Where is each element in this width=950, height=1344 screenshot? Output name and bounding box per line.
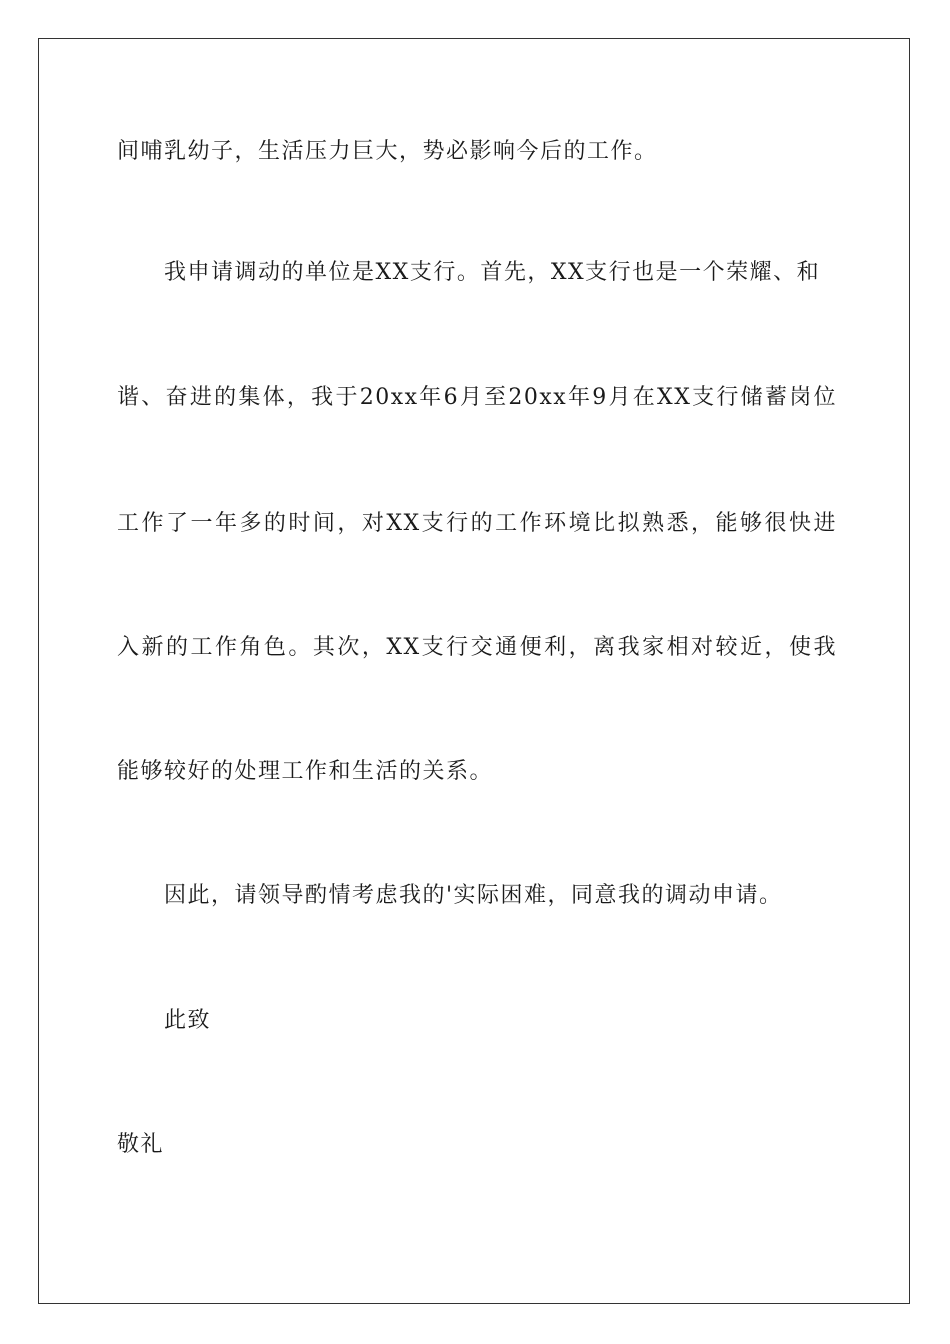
paragraph-line-4: 工作了一年多的时间，对XX支行的工作环境比拟熟悉，能够很快进: [117, 511, 837, 536]
paragraph-line-2: 我申请调动的单位是XX支行。首先，XX支行也是一个荣耀、和: [164, 260, 821, 285]
paragraph-line-1: 间哺乳幼子，生活压力巨大，势必影响今后的工作。: [117, 139, 658, 164]
closing-request-line: 因此，请领导酌情考虑我的'实际困难，同意我的调动申请。: [164, 883, 783, 908]
salutation-cizhi: 此致: [164, 1008, 212, 1033]
salutation-jingli: 敬礼: [117, 1132, 165, 1157]
paragraph-line-6: 能够较好的处理工作和生活的关系。: [117, 759, 494, 784]
paragraph-line-5: 入新的工作角色。其次，XX支行交通便利，离我家相对较近，使我: [117, 635, 837, 660]
page-border: [38, 38, 910, 1304]
paragraph-line-3: 谐、奋进的集体，我于20xx年6月至20xx年9月在XX支行储蓄岗位: [117, 385, 837, 410]
